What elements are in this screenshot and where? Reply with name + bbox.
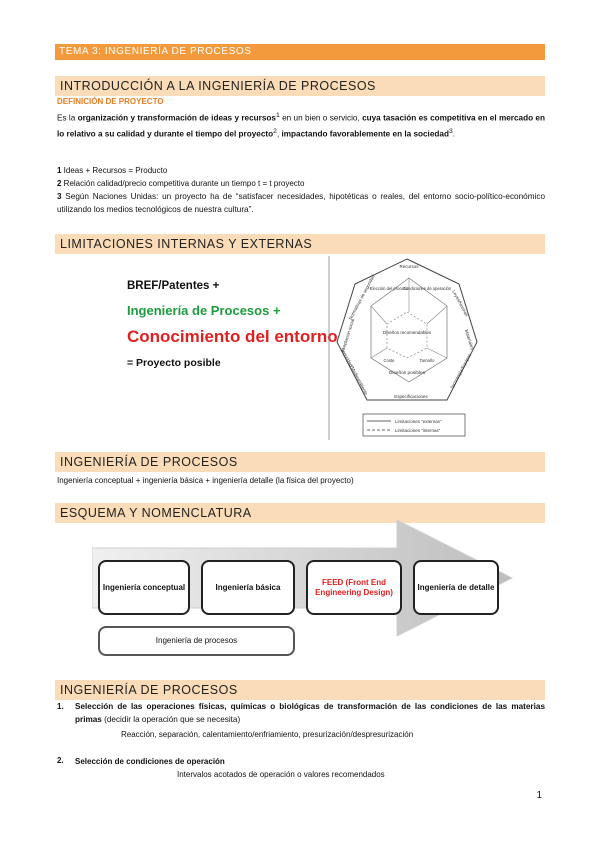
hex-outer-label-4: Especificaciones (394, 394, 428, 399)
item-1-sub: Reacción, separación, calentamiento/enfriamiento, presurización/despresurización (121, 730, 414, 739)
hex-outer-label-3: Tecnología/Equipos (449, 352, 473, 390)
hex-outer-label-1: Leyes/Normas (451, 289, 470, 318)
item-2-sub: Intervalos acotados de operación o valores recomendados (177, 770, 385, 779)
eq-proyecto: = Proyecto posible (127, 357, 221, 369)
section-title-esquema: ESQUEMA Y NOMENCLATURA (55, 503, 545, 523)
definition-paragraph (57, 109, 545, 140)
note-1 (57, 164, 167, 177)
item-1-number: 1. (57, 702, 64, 711)
note-2-text: Relación calidad/precio competitiva durante un tiempo t = t proyecto (61, 179, 305, 188)
def-text-1: Es la (57, 113, 78, 123)
section-title-limitaciones: LIMITACIONES INTERNAS Y EXTERNAS (55, 234, 545, 254)
eq-bref: BREF/Patentes + (127, 280, 220, 292)
hex-center-label: Diseños recomendables (382, 330, 432, 335)
def-sup-2: 2 (273, 127, 277, 135)
def-sup-1: 1 (275, 112, 280, 119)
box-ingenieria-basica: Ingeniería básica (201, 560, 295, 615)
box-ingenieria-procesos: Ingeniería de procesos (98, 626, 295, 656)
box-feed: FEED (Front End Engineering Design) (306, 560, 402, 615)
hex-inner-label-4: Tamaño (419, 358, 435, 363)
hex-inner-label-5: Coste (383, 358, 395, 363)
ingenieria-summary: Ingeniería conceptual + ingeniería básica + ingeniería detalle (la física del proyecto) (57, 476, 354, 485)
note-2-num: 2 (57, 179, 62, 188)
def-sup-3: 3 (448, 127, 453, 135)
note-3 (57, 190, 545, 216)
legend-internal: Limitaciones “internas” (395, 428, 441, 433)
item-1-bold: Selección de las operaciones físicas, químicas o biológicas de transformación de las condiciones de las materias primas (75, 702, 545, 724)
def-bold-2: cuya tasación es competitiva en el mercado en lo relativo a su calidad y durante el tiempo del proyecto (57, 113, 545, 139)
subtitle-definicion: DEFINICIÓN DE PROYECTO (57, 97, 164, 106)
legend-external: Limitaciones “externas” (395, 419, 442, 424)
page-number: 1 (536, 790, 542, 801)
hex-outer-label-2: Materiales (463, 328, 476, 351)
section-title-ingenieria-2: INGENIERÍA DE PROCESOS (55, 680, 545, 700)
item-1-text (75, 700, 545, 726)
hex-inner-label-0: Elección del proceso (369, 286, 409, 291)
note-3-text: Según Naciones Unidas: un proyecto ha de “satisfacer necesidades, hipotéticas o reales, del entorno socio-político-económico utilizando los medios tecnológicos de nuestra cultura”. (57, 192, 545, 214)
item-2-bold: Selección de condiciones de operación (75, 757, 225, 766)
item-2-number: 2. (57, 756, 64, 765)
section-title-ingenieria-1: INGENIERÍA DE PROCESOS (55, 452, 545, 472)
def-bold-1: organización y transformación de ideas y recursos (77, 113, 276, 123)
note-1-num: 1 (57, 166, 62, 175)
def-text-4: . (452, 129, 456, 139)
box-ingenieria-detalle: Ingeniería de detalle (413, 560, 499, 615)
hex-inner-label-1: Condiciones de operación (402, 286, 452, 291)
hex-inner-label-3: Diseños posibles (388, 371, 426, 376)
def-bold-3: impactando favorablemente en la sociedad (281, 129, 449, 139)
hex-outer-label-7: Normativas de seguridad (347, 274, 376, 321)
eq-ingenieria: Ingeniería de Procesos + (127, 303, 281, 318)
eq-conocimiento: Conocimiento del entorno (127, 327, 338, 346)
hex-outer-label-0: Recursos (399, 264, 419, 269)
note-3-num: 3 (57, 192, 62, 201)
box-ingenieria-conceptual: Ingeniería conceptual (98, 560, 190, 615)
item-1-rest: (decidir la operación que se necesita) (101, 715, 241, 724)
hex-outer-label-6: Aceptación social (339, 318, 356, 353)
topic-header: TEMA 3: INGENIERÍA DE PROCESOS (55, 44, 545, 60)
hex-outer-label-5: Seguridad/Medioambiente (339, 346, 369, 396)
note-2 (57, 177, 304, 190)
note-1-text: Ideas + Recursos = Producto (61, 166, 168, 175)
section-title-introduccion: INTRODUCCIÓN A LA INGENIERÍA DE PROCESOS (55, 76, 545, 96)
def-text-2: en un bien o servicio, (279, 113, 363, 123)
def-text-3: , (276, 129, 282, 139)
hexagon-limitaciones-diagram (327, 254, 487, 440)
